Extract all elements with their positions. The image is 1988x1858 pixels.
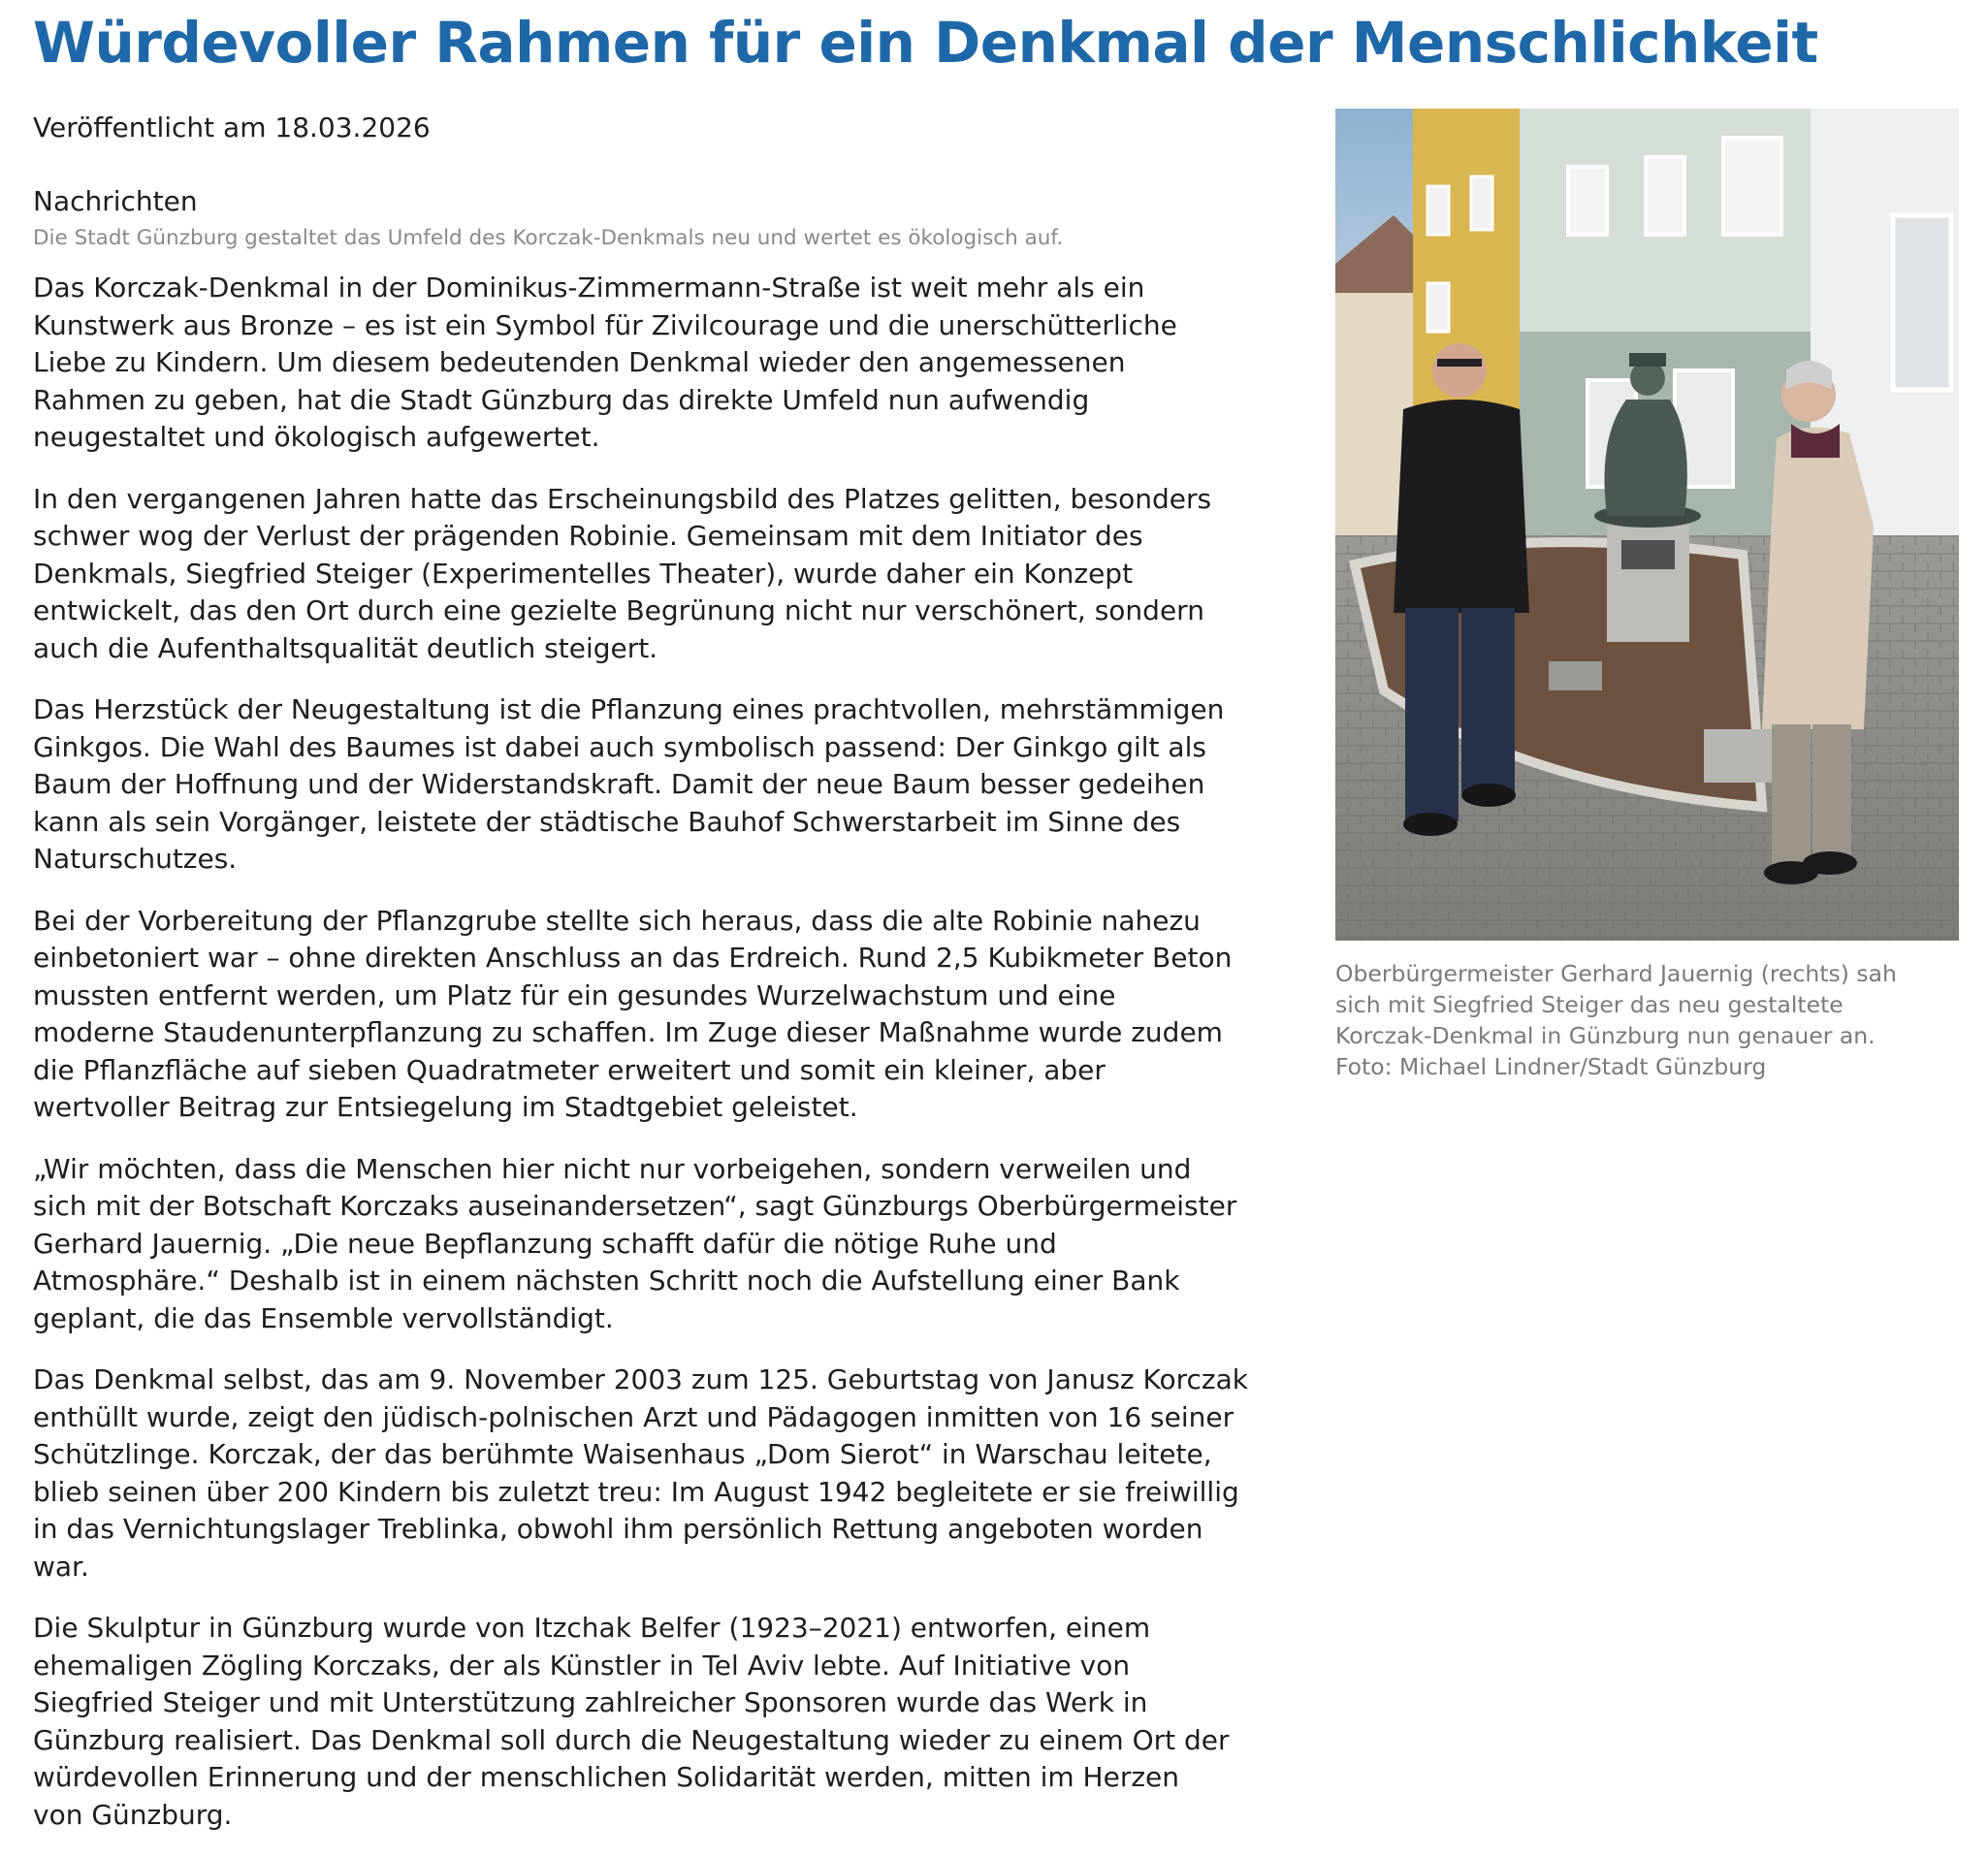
paragraph-line: war. — [33, 1550, 89, 1583]
paragraph — [33, 1361, 1274, 1586]
paragraph-line: Rahmen zu geben, hat die Stadt Günzburg das direkte Umfeld nun aufwendig — [33, 383, 1090, 416]
article-body — [33, 270, 1274, 1858]
paragraph — [33, 691, 1274, 879]
paragraph-line: von Günzburg. — [33, 1798, 233, 1831]
caption-line: Korczak-Denkmal in Günzburg nun genauer an. — [1335, 1022, 1876, 1049]
paragraph-line: blieb seinen über 200 Kindern bis zuletzt treu: Im August 1942 begleitete er sie freiwillig — [33, 1475, 1239, 1508]
paragraph-line: die Pflanzfläche auf sieben Quadratmeter erweitert und somit ein kleiner, aber — [33, 1053, 1106, 1086]
caption-credit: Foto: Michael Lindner/Stadt Günzburg — [1335, 1053, 1767, 1080]
paragraph — [33, 481, 1274, 668]
paragraph-line: Günzburg realisiert. Das Denkmal soll durch die Neugestaltung wieder zu einem Ort der — [33, 1723, 1230, 1756]
paragraph-line: Liebe zu Kindern. Um diesem bedeutenden Denkmal wieder den angemessenen — [33, 346, 1126, 378]
paragraph — [33, 903, 1274, 1127]
paragraph-line: moderne Staudenunterpflanzung zu schaffen. Im Zuge dieser Maßnahme wurde zudem — [33, 1016, 1223, 1048]
paragraph-line: auch die Aufenthaltsqualität deutlich steigert. — [33, 631, 658, 664]
paragraph-line: Gerhard Jauernig. „Die neue Bepflanzung schafft dafür die nötige Ruhe und — [33, 1227, 1057, 1260]
paragraph-line: Bei der Vorbereitung der Pflanzgrube stellte sich heraus, dass die alte Robinie nahezu — [33, 904, 1201, 937]
paragraph-line: Kunstwerk aus Bronze – es ist ein Symbol für Zivilcourage und die unerschütterliche — [33, 308, 1177, 341]
paragraph-line: kann als sein Vorgänger, leistete der städtische Bauhof Schwerstarbeit im Sinne des — [33, 805, 1181, 838]
paragraph-line: Das Korczak-Denkmal in der Dominikus-Zimmermann-Straße ist weit mehr als ein — [33, 272, 1145, 304]
caption-line: sich mit Siegfried Steiger das neu gestaltete — [1335, 991, 1844, 1018]
paragraph-line: einbetoniert war – ohne direkten Anschluss an das Erdreich. Rund 2,5 Kubikmeter Beton — [33, 942, 1233, 974]
paragraph-line: ehemaligen Zögling Korczaks, der als Künstler in Tel Aviv lebte. Auf Initiative von — [33, 1649, 1131, 1682]
paragraph-line: Siegfried Steiger und mit Unterstützung zahlreicher Sponsoren wurde das Werk in — [33, 1686, 1148, 1718]
paragraph-line: Denkmals, Siegfried Steiger (Experimentelles Theater), wurde daher ein Konzept — [33, 557, 1134, 590]
paragraph-line: Naturschutzes. — [33, 843, 238, 875]
paragraph-line: Das Denkmal selbst, das am 9. November 2003 zum 125. Geburtstag von Janusz Korczak — [33, 1363, 1248, 1395]
article-teaser: Die Stadt Günzburg gestaltet das Umfeld des Korczak-Denkmals neu und wertet es ökologisch auf. — [33, 226, 1064, 250]
paragraph-line: würdevollen Erinnerung und der menschlichen Solidarität werden, mitten im Herzen — [33, 1761, 1180, 1793]
paragraph-line: schwer wog der Verlust der prägenden Robinie. Gemeinsam mit dem Initiator des — [33, 520, 1143, 552]
paragraph-line: mussten entfernt werden, um Platz für ein gesundes Wurzelwachstum und eine — [33, 978, 1116, 1011]
published-date: Veröffentlicht am 18.03.2026 — [33, 112, 431, 144]
article-title: Würdevoller Rahmen für ein Denkmal der Menschlichkeit — [33, 10, 1818, 76]
photo-caption — [1335, 958, 1959, 1082]
paragraph-line: entwickelt, das den Ort durch eine gezielte Begrünung nicht nur verschönert, sondern — [33, 594, 1204, 626]
paragraph — [33, 1151, 1274, 1338]
paragraph — [33, 270, 1274, 457]
paragraph-line: in das Vernichtungslager Treblinka, obwohl ihm persönlich Rettung angeboten worden — [33, 1513, 1203, 1545]
paragraph-line: Atmosphäre.“ Deshalb ist in einem nächsten Schritt noch die Aufstellung einer Bank — [33, 1265, 1180, 1297]
paragraph-line: wertvoller Beitrag zur Entsiegelung im Stadtgebiet geleistet. — [33, 1091, 858, 1123]
paragraph-line: Die Skulptur in Günzburg wurde von Itzchak Belfer (1923–2021) entworfen, einem — [33, 1612, 1151, 1644]
paragraph-line: Ginkgos. Die Wahl des Baumes ist dabei auch symbolisch passend: Der Ginkgo gilt als — [33, 730, 1206, 763]
paragraph-line: „Wir möchten, dass die Menschen hier nicht nur vorbeigehen, sondern verweilen und — [33, 1152, 1192, 1185]
paragraph-line: In den vergangenen Jahren hatte das Erscheinungsbild des Platzes gelitten, besonders — [33, 482, 1212, 515]
paragraph-line: Das Herzstück der Neugestaltung ist die Pflanzung eines prachtvollen, mehrstämmigen — [33, 693, 1225, 725]
paragraph-line: sich mit der Botschaft Korczaks auseinandersetzen“, sagt Günzburgs Oberbürgermeister — [33, 1190, 1237, 1222]
paragraph-line: neugestaltet und ökologisch aufgewertet. — [33, 421, 600, 453]
paragraph-line: Schützlinge. Korczak, der das berühmte Waisenhaus „Dom Sierot“ in Warschau leitete, — [33, 1438, 1212, 1470]
paragraph-line: Baum der Hoffnung und der Widerstandskraft. Damit der neue Baum besser gedeihen — [33, 768, 1205, 800]
article-figure — [1335, 109, 1959, 1082]
monument-photo — [1335, 109, 1959, 941]
paragraph-line: enthüllt wurde, zeigt den jüdisch-polnischen Arzt und Pädagogen inmitten von 16 seiner — [33, 1400, 1234, 1433]
caption-line: Oberbürgermeister Gerhard Jauernig (rechts) sah — [1335, 960, 1897, 987]
paragraph — [33, 1610, 1274, 1834]
article-category: Nachrichten — [33, 185, 198, 217]
paragraph-line: geplant, die das Ensemble vervollständigt. — [33, 1301, 614, 1334]
